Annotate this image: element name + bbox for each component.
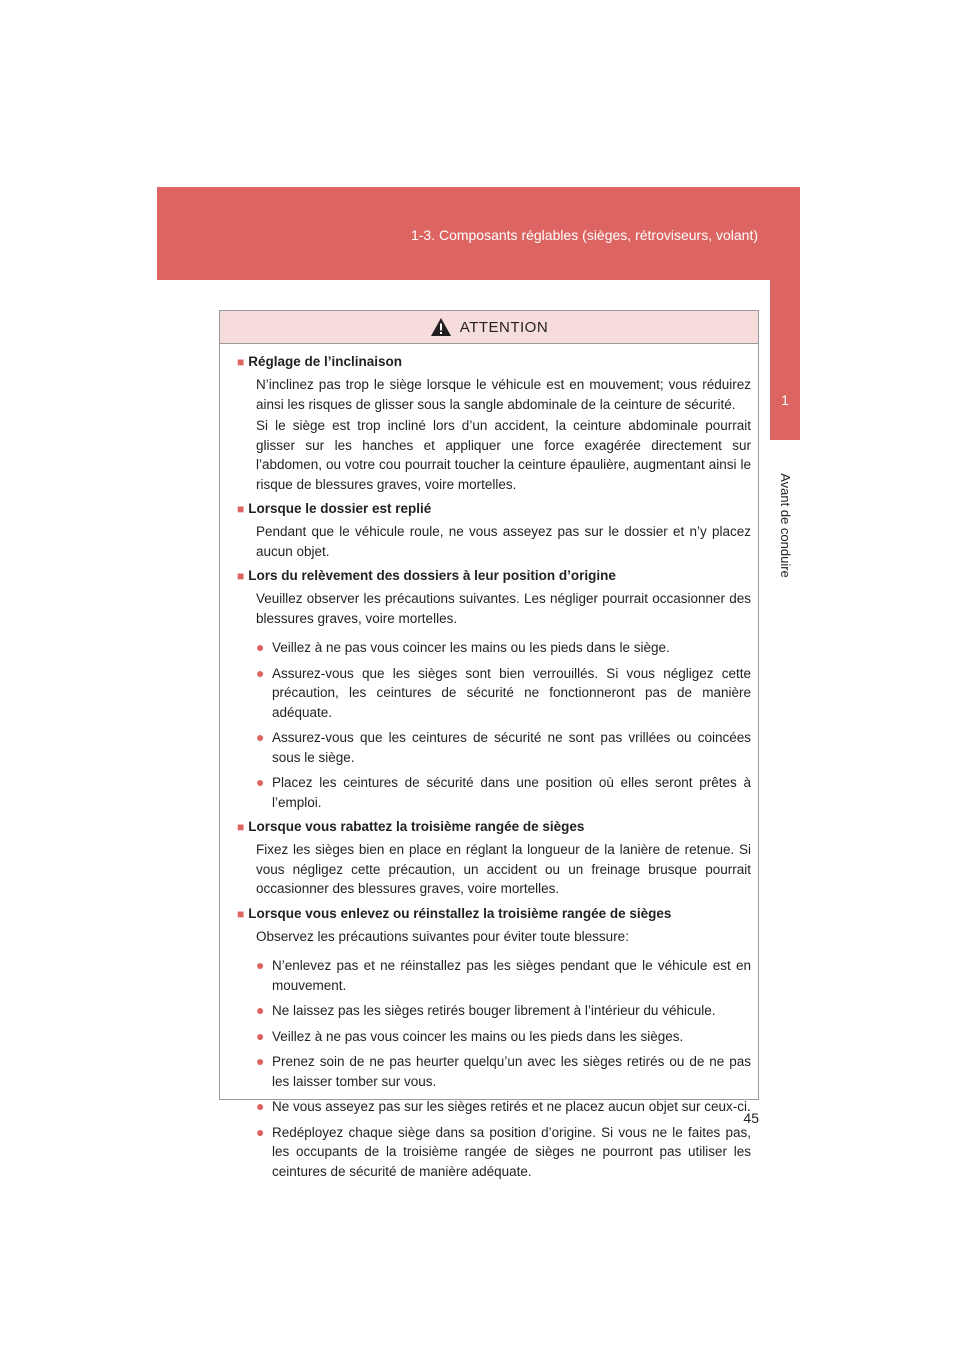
warning-triangle-icon xyxy=(430,317,452,337)
section-paragraph: Veuillez observer les précautions suivantes. Les négliger pourrait occasionner des blessures graves, voire mortelles. xyxy=(256,591,751,626)
chapter-side-tab xyxy=(770,280,800,440)
section-paragraph: Pendant que le véhicule roule, ne vous asseyez pas sur le dossier et n’y placez aucun objet. xyxy=(256,524,751,559)
section-title-text: Lorsque le dossier est replié xyxy=(248,501,432,516)
chapter-side-label-wrap xyxy=(767,460,803,590)
bullet-dot-icon: ● xyxy=(256,639,265,655)
bullet-dot-icon: ● xyxy=(256,1053,265,1069)
bullet-item xyxy=(256,1001,751,1021)
bullet-item xyxy=(256,1027,751,1047)
bullet-text: Placez les ceintures de sécurité dans une position où elles seront prêtes à l’emploi. xyxy=(272,775,751,810)
bullet-text: Veillez à ne pas vous coincer les mains ou les pieds dans les sièges. xyxy=(272,1028,684,1044)
bullet-dot-icon: ● xyxy=(256,729,265,745)
square-bullet-icon: ■ xyxy=(237,906,245,921)
caution-header xyxy=(220,311,758,344)
caution-title: ATTENTION xyxy=(459,318,549,336)
bullet-dot-icon: ● xyxy=(256,1002,265,1018)
section-paragraph: N’inclinez pas trop le siège lorsque le véhicule est en mouvement; vous réduirez ainsi les risques de glisser sous la sangle abdominale de la ceinture de sécurité. xyxy=(256,377,751,412)
square-bullet-icon: ■ xyxy=(237,569,245,583)
bullet-text: Prenez soin de ne pas heurter quelqu’un avec les sièges retirés ou de ne pas les laisser tomber sur vous. xyxy=(272,1054,751,1089)
section-title xyxy=(237,904,751,924)
bullet-dot-icon: ● xyxy=(256,774,265,790)
bullet-text: Assurez-vous que les ceintures de sécurité ne sont pas vrillées ou coincées sous le siège. xyxy=(272,730,751,765)
section-paragraph: Observez les précautions suivantes pour éviter toute blessure: xyxy=(256,928,629,944)
square-bullet-icon: ■ xyxy=(237,355,245,369)
bullet-text: Assurez-vous que les sièges sont bien verrouillés. Si vous négligez cette précaution, les ceintures de sécurité ne fonctionneront pas de manière adéquate. xyxy=(272,665,751,720)
bullet-dot-icon: ● xyxy=(256,1123,265,1140)
section-paragraph: Si le siège est trop incliné lors d’un accident, la ceinture abdominale pourrait glisser sur les hanches et appliquer une force exagérée directement sur l’abdomen, ou votre cou pourrait toucher la ceinture épaulière, augmentant ainsi le risque de blessures graves, voire mortelles. xyxy=(256,418,751,492)
chapter-section-title: 1-3. Composants réglables (sièges, rétroviseurs, volant) xyxy=(410,227,758,243)
bullet-item xyxy=(256,1052,751,1091)
bullet-item xyxy=(256,1123,751,1182)
page-number: 45 xyxy=(743,1110,759,1126)
caution-body xyxy=(220,344,758,1181)
bullet-item xyxy=(256,638,751,658)
square-bullet-icon: ■ xyxy=(237,820,245,834)
chapter-side-label: Avant de conduire xyxy=(777,472,793,578)
bullet-text: Redéployez chaque siège dans sa position d’origine. Si vous ne le faites pas, les occupants de la troisième rangée de sièges ne pourront pas utiliser les ceintures de sécurité de manière adéquate. xyxy=(272,1124,751,1179)
bullet-item xyxy=(256,728,751,767)
chapter-number: 1 xyxy=(781,392,789,408)
bullet-dot-icon: ● xyxy=(256,664,265,681)
section-paragraph: Fixez les sièges bien en place en réglant la longueur de la lanière de retenue. Si vous négligez cette précaution, un accident ou un freinage brusque pourrait occasionner des blessures graves, voire mortelles. xyxy=(256,842,751,896)
section-title-text: Lorsque vous enlevez ou réinstallez la troisième rangée de sièges xyxy=(248,905,672,921)
chapter-header-band xyxy=(157,187,800,280)
section-title xyxy=(237,499,751,519)
section-title xyxy=(237,566,751,586)
bullet-item xyxy=(256,956,751,995)
section-title xyxy=(237,352,751,372)
bullet-item xyxy=(256,664,751,723)
section-title xyxy=(237,817,751,837)
bullet-dot-icon: ● xyxy=(256,957,265,973)
bullet-item xyxy=(256,773,751,812)
bullet-dot-icon: ● xyxy=(256,1027,265,1044)
bullet-item xyxy=(256,1097,751,1117)
bullet-text: Veillez à ne pas vous coincer les mains ou les pieds dans le siège. xyxy=(272,640,670,655)
bullet-text: Ne laissez pas les sièges retirés bouger librement à l’intérieur du véhicule. xyxy=(272,1003,716,1018)
section-title-text: Lors du relèvement des dossiers à leur position d’origine xyxy=(248,568,616,583)
bullet-text: Ne vous asseyez pas sur les sièges retirés et ne placez aucun objet sur ceux-ci. xyxy=(272,1099,751,1114)
section-title-text: Lorsque vous rabattez la troisième rangée de sièges xyxy=(248,819,585,834)
section-title-text: Réglage de l’inclinaison xyxy=(248,354,403,369)
bullet-text: N’enlevez pas et ne réinstallez pas les sièges pendant que le véhicule est en mouvement. xyxy=(272,958,751,993)
square-bullet-icon: ■ xyxy=(237,502,245,516)
bullet-dot-icon: ● xyxy=(256,1098,265,1114)
